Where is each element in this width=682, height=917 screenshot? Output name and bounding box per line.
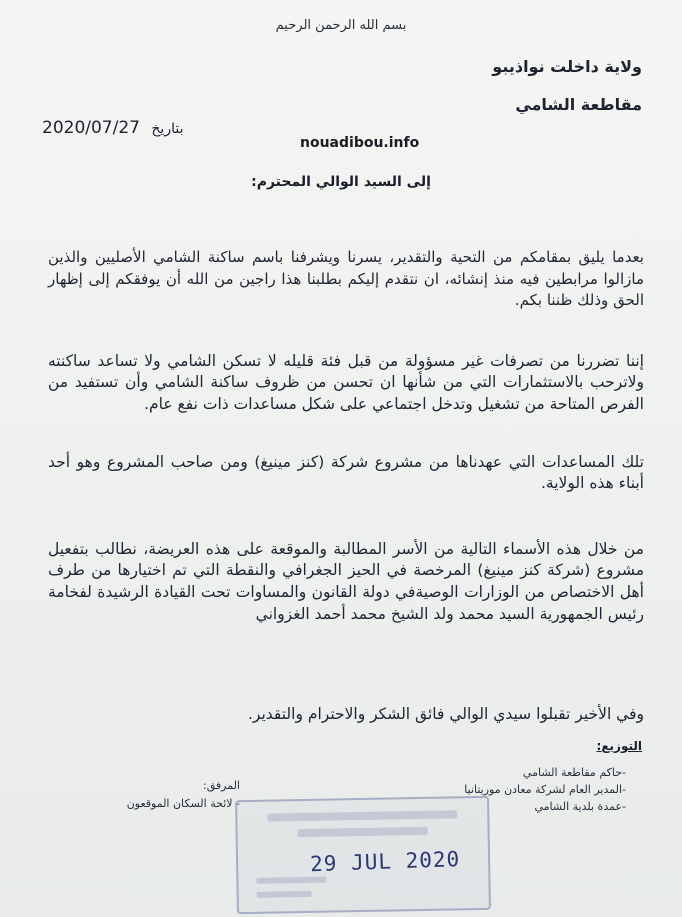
- district-heading: مقاطعة الشامي: [515, 95, 642, 114]
- stamp-faint-text: [257, 891, 312, 898]
- paragraph-closing: وفي الأخير تقبلوا سيدي الوالي فائق الشكر والاحترام والتقدير.: [247, 704, 644, 723]
- paragraph-request: من خلال هذه الأسماء التالية من الأسر المطالبة والموقعة على هذه العريضة، نطالب بتفعيل مشروع (شركة كنز مينيغ) المرخصة في الحيز الجغرافي والنقطة التي تم اختيارها من طرف أهل الاختصاص من الوزارات الوصيةفي دولة القانون والمساوات تحت القيادة الرشيدة لفخامة رئيس الجمهورية السيد محمد ولد الشيخ محمد أحمد الغزواني: [48, 539, 644, 623]
- basmala: بسم الله الرحمن الرحيم: [275, 18, 407, 33]
- date-row: [42, 118, 183, 138]
- addressee-line: إلى السيد الوالي المحترم:: [251, 174, 431, 190]
- paragraph-greeting: بعدما يليق بمقامكم من التحية والتقدير، يسرنا ويشرفنا باسم ساكنة الشامي الأصليين والذين مازالوا مرابطين فيه منذ إنشائه، ان نتقدم إليكم بطلبنا هذا راجين من الله أن يوفقكم إلى إظهار الحق وذلك ظننا بكم.: [48, 248, 644, 309]
- paragraph-complaint: إننا تضررنا من تصرفات غير مسؤولة من قبل فئة قليله لا تسكن الشامي ولا تساعد ساكنته ولاترحب بالاستثمارات التي من شأنها ان تحسن من ظروف ساكنة الشامي وأن تستفيد من الفرص المتاحة من تشغيل وتدخل اجتماعي على شكل مساعدات ذات نفع عام.: [48, 351, 644, 413]
- stamp-faint-text: [267, 810, 457, 821]
- distribution-title: التوزيع:: [596, 739, 642, 753]
- state-heading: ولاية داخلت نواذيبو: [492, 57, 642, 76]
- distribution-item: -عمدة بلدية الشامي: [534, 800, 626, 813]
- site-watermark: nouadibou.info: [300, 135, 420, 151]
- stamp-faint-text: [298, 827, 428, 837]
- distribution-item: -حاكم مقاطعة الشامي: [522, 766, 626, 779]
- distribution-item: -المدير العام لشركة معادن موريتانيا: [464, 783, 626, 796]
- received-stamp: [235, 796, 491, 914]
- paragraph-assistance: تلك المساعدات التي عهدناها من مشروع شركة (كنز مينيغ) ومن صاحب المشروع وهو أحد أبناء هذه الولاية.: [48, 452, 644, 492]
- attachment-item: - لائحة السكان الموقعون: [126, 797, 240, 810]
- letter-date: 2020/07/27: [42, 118, 140, 138]
- attachment-block: [100, 777, 240, 813]
- stamp-date: 29 JUL 2020: [309, 847, 461, 877]
- attachment-title: المرفق:: [203, 779, 240, 792]
- date-label: بتاريخ: [151, 121, 184, 137]
- stamp-faint-text: [256, 877, 326, 884]
